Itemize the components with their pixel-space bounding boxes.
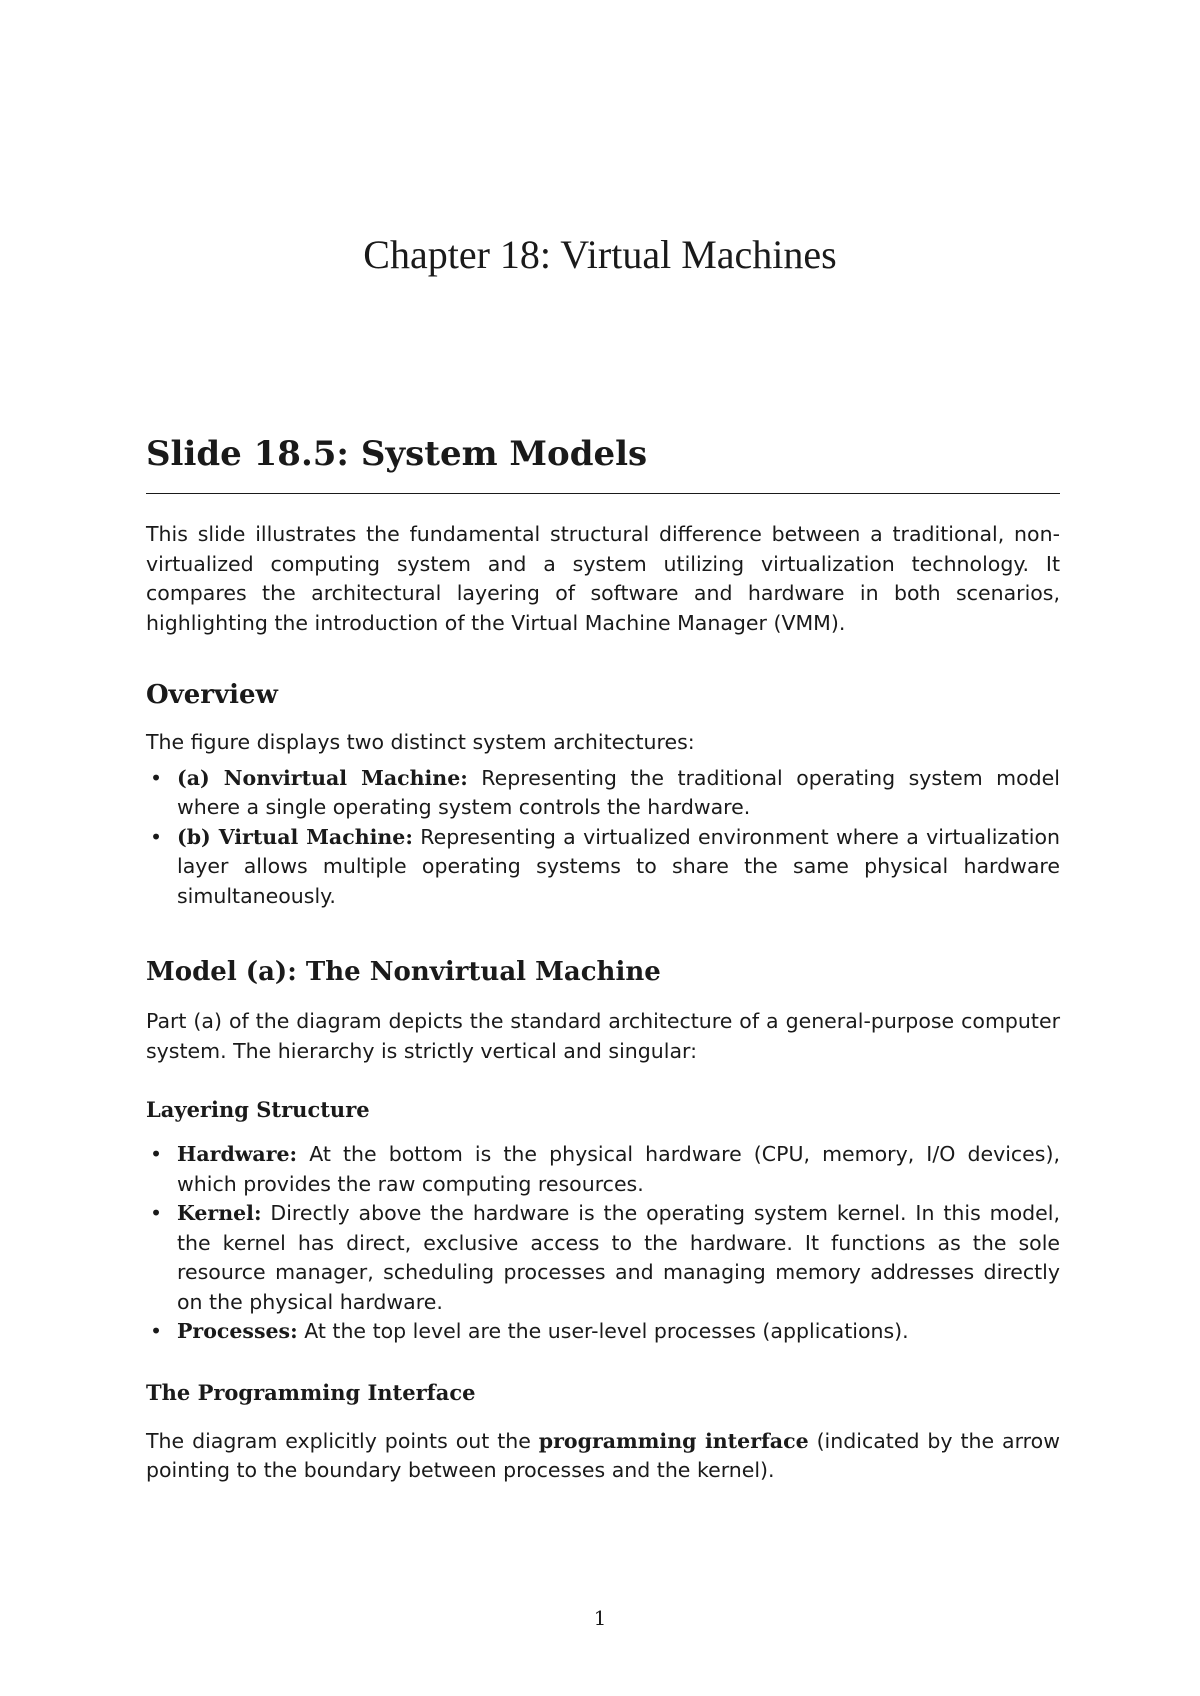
list-item-term: Processes: <box>177 1319 298 1343</box>
list-item-term: (b) Virtual Machine: <box>177 824 413 849</box>
programming-interface-paragraph <box>146 1427 1060 1486</box>
list-item-term: Hardware: <box>177 1142 298 1166</box>
overview-lead: The figure displays two distinct system architectures: <box>146 730 695 754</box>
programming-interface-heading: The Programming Interface <box>146 1379 476 1405</box>
list-item-text: At the top level are the user-level processes (applications). <box>304 1319 909 1343</box>
programming-interface-text-before: The diagram explicitly points out the <box>146 1428 531 1453</box>
slide-title: Slide 18.5: System Models <box>146 434 648 474</box>
list-item-text: Directly above the hardware is the operating system kernel. In this model, the kernel has direct, exclusive access to the hardware. It functions as the sole resource manager, scheduling processes and managing memory addresses directly on the physical hardware. <box>177 1201 1060 1314</box>
list-item <box>146 823 1060 912</box>
list-item <box>146 1140 1060 1199</box>
overview-list <box>146 764 1060 912</box>
list-item <box>146 764 1060 823</box>
model-a-lead: Part (a) of the diagram depicts the standard architecture of a general-purpose computer system. The hierarchy is strictly vertical and singular: <box>146 1009 1060 1063</box>
list-item-text: Representing the traditional operating system model where a single operating system controls the hardware. <box>177 765 1060 819</box>
list-item-term: (a) Nonvirtual Machine: <box>177 765 468 790</box>
chapter-title: Chapter 18: Virtual Machines <box>363 232 837 277</box>
programming-interface-text-after: (indicated by the arrow pointing to the boundary between processes and the kernel). <box>146 1428 1060 1482</box>
bullet-icon: • <box>150 1201 163 1225</box>
layering-list <box>146 1140 1060 1347</box>
page-content <box>146 433 1060 1486</box>
list-item <box>146 1199 1060 1317</box>
list-item-text: Representing a virtualized environment where a virtualization layer allows multiple operating systems to share the same physical hardware simultaneously. <box>177 824 1060 908</box>
bullet-icon: • <box>150 824 163 849</box>
intro-paragraph: This slide illustrates the fundamental structural difference between a traditional, non-virtualized computing system and a system utilizing virtualization technology. It compares the architectural layering of software and hardware in both scenarios, highlighting the introduction of the Virtual Machine Manager (VMM). <box>146 522 1060 635</box>
model-a-heading: Model (a): The Nonvirtual Machine <box>146 957 661 987</box>
list-item-term: Kernel: <box>177 1201 262 1225</box>
list-item-text: At the bottom is the physical hardware (CPU, memory, I/O devices), which provides the raw computing resources. <box>177 1142 1060 1196</box>
page-number: 1 <box>593 1606 607 1630</box>
overview-heading: Overview <box>146 680 278 710</box>
bullet-icon: • <box>150 1319 163 1343</box>
bullet-icon: • <box>150 1142 163 1166</box>
title-rule <box>146 493 1060 494</box>
programming-interface-term: programming interface <box>538 1428 809 1453</box>
bullet-icon: • <box>150 765 163 790</box>
list-item <box>146 1317 1060 1347</box>
layering-heading: Layering Structure <box>146 1097 370 1122</box>
